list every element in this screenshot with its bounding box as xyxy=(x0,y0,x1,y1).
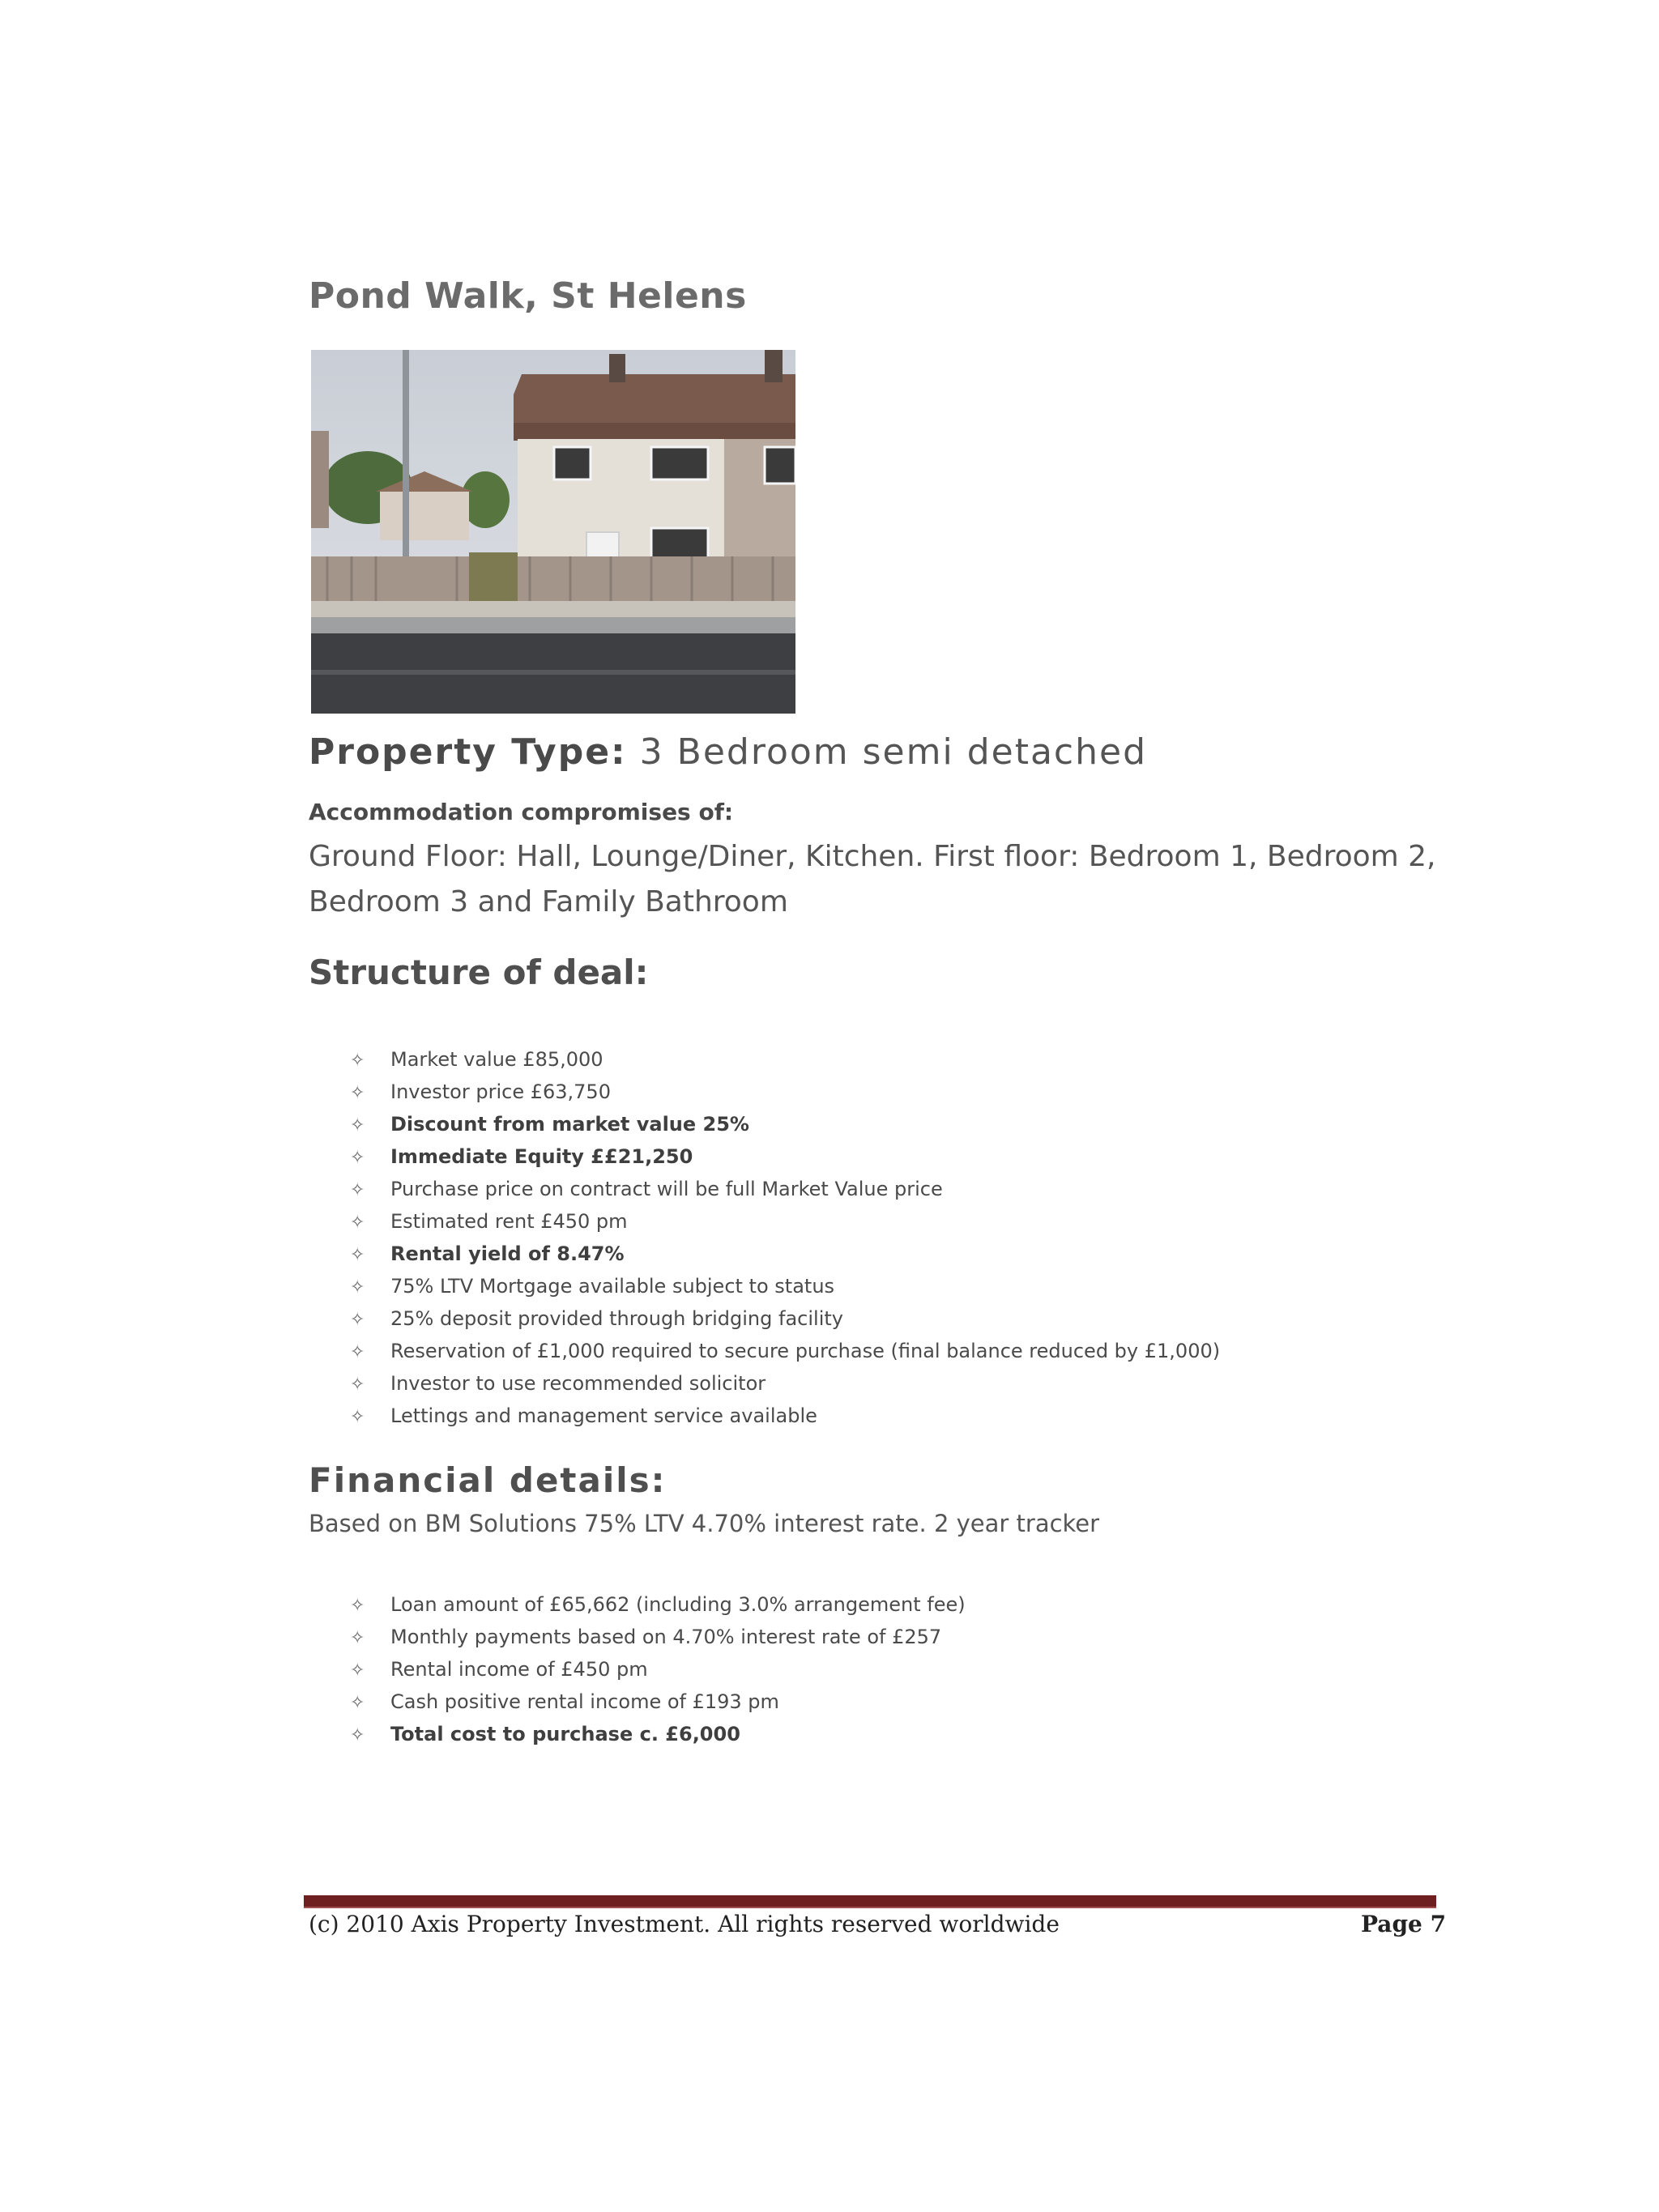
diamond-bullet-icon: ✧ xyxy=(350,1660,365,1681)
diamond-bullet-icon: ✧ xyxy=(350,1051,365,1071)
diamond-bullet-icon: ✧ xyxy=(350,1245,365,1265)
diamond-bullet-icon: ✧ xyxy=(350,1148,365,1168)
footer-rule xyxy=(304,1895,1436,1908)
financial-heading: Financial details: xyxy=(309,1460,667,1500)
list-item xyxy=(350,1653,966,1686)
diamond-bullet-icon: ✧ xyxy=(350,1407,365,1427)
property-type-value: 3 Bedroom semi detached xyxy=(639,731,1147,773)
accommodation-label: Accommodation compromises of: xyxy=(309,799,734,825)
diamond-bullet-icon: ✧ xyxy=(350,1342,365,1362)
list-item xyxy=(350,1076,1220,1108)
structure-heading: Structure of deal: xyxy=(309,953,649,992)
page-title: Pond Walk, St Helens xyxy=(309,275,747,317)
diamond-bullet-icon: ✧ xyxy=(350,1628,365,1648)
diamond-bullet-icon: ✧ xyxy=(350,1375,365,1395)
diamond-bullet-icon: ✧ xyxy=(350,1596,365,1616)
page-number: Page 7 xyxy=(1361,1911,1447,1937)
accommodation-text: Ground Floor: Hall, Lounge/Diner, Kitchen. First floor: Bedroom 1, Bedroom 2, Bedroom 3 and Family Bathroom xyxy=(309,840,1436,918)
footer-copyright: (c) 2010 Axis Property Investment. All rights reserved worldwide xyxy=(309,1911,1060,1937)
list-item xyxy=(350,1718,966,1750)
property-type-label: Property Type: xyxy=(309,731,627,773)
diamond-bullet-icon: ✧ xyxy=(350,1180,365,1200)
list-item-text: Discount from market value 25% xyxy=(390,1113,749,1136)
diamond-bullet-icon: ✧ xyxy=(350,1213,365,1233)
diamond-bullet-icon: ✧ xyxy=(350,1115,365,1136)
list-item xyxy=(350,1302,1220,1335)
list-item xyxy=(350,1335,1220,1367)
diamond-bullet-icon: ✧ xyxy=(350,1083,365,1103)
diamond-bullet-icon: ✧ xyxy=(350,1725,365,1745)
list-item-text: Rental income of £450 pm xyxy=(390,1658,648,1681)
property-type xyxy=(309,731,1147,773)
list-item xyxy=(350,1140,1220,1173)
list-item-text: Cash positive rental income of £193 pm xyxy=(390,1690,779,1713)
list-item xyxy=(350,1108,1220,1140)
list-item xyxy=(350,1205,1220,1238)
list-item-text: Monthly payments based on 4.70% interest rate of £257 xyxy=(390,1626,942,1648)
diamond-bullet-icon: ✧ xyxy=(350,1310,365,1330)
list-item-text: Purchase price on contract will be full Market Value price xyxy=(390,1178,943,1200)
list-item-text: Investor to use recommended solicitor xyxy=(390,1372,766,1395)
list-item xyxy=(350,1238,1220,1270)
list-item-text: Market value £85,000 xyxy=(390,1048,603,1071)
list-item-text: Estimated rent £450 pm xyxy=(390,1210,628,1233)
financial-list xyxy=(350,1588,966,1750)
financial-intro: Based on BM Solutions 75% LTV 4.70% interest rate. 2 year tracker xyxy=(309,1510,1100,1537)
list-item xyxy=(350,1173,1220,1205)
structure-list xyxy=(350,1043,1220,1432)
list-item-text: Immediate Equity ££21,250 xyxy=(390,1145,693,1168)
list-item-text: Total cost to purchase c. £6,000 xyxy=(390,1723,740,1745)
list-item-text: Lettings and management service available xyxy=(390,1404,817,1427)
list-item-text: Reservation of £1,000 required to secure purchase (final balance reduced by £1,000) xyxy=(390,1340,1221,1362)
list-item-text: 75% LTV Mortgage available subject to status xyxy=(390,1275,835,1298)
list-item xyxy=(350,1270,1220,1302)
list-item-text: Rental yield of 8.47% xyxy=(390,1242,625,1265)
list-item xyxy=(350,1043,1220,1076)
list-item-text: Investor price £63,750 xyxy=(390,1080,611,1103)
diamond-bullet-icon: ✧ xyxy=(350,1693,365,1713)
list-item xyxy=(350,1621,966,1653)
house-photo-icon xyxy=(311,350,795,714)
diamond-bullet-icon: ✧ xyxy=(350,1277,365,1298)
list-item-text: 25% deposit provided through bridging facility xyxy=(390,1307,843,1330)
list-item xyxy=(350,1400,1220,1432)
list-item xyxy=(350,1686,966,1718)
list-item xyxy=(350,1367,1220,1400)
list-item xyxy=(350,1588,966,1621)
house-photo xyxy=(311,350,795,714)
list-item-text: Loan amount of £65,662 (including 3.0% arrangement fee) xyxy=(390,1593,966,1616)
